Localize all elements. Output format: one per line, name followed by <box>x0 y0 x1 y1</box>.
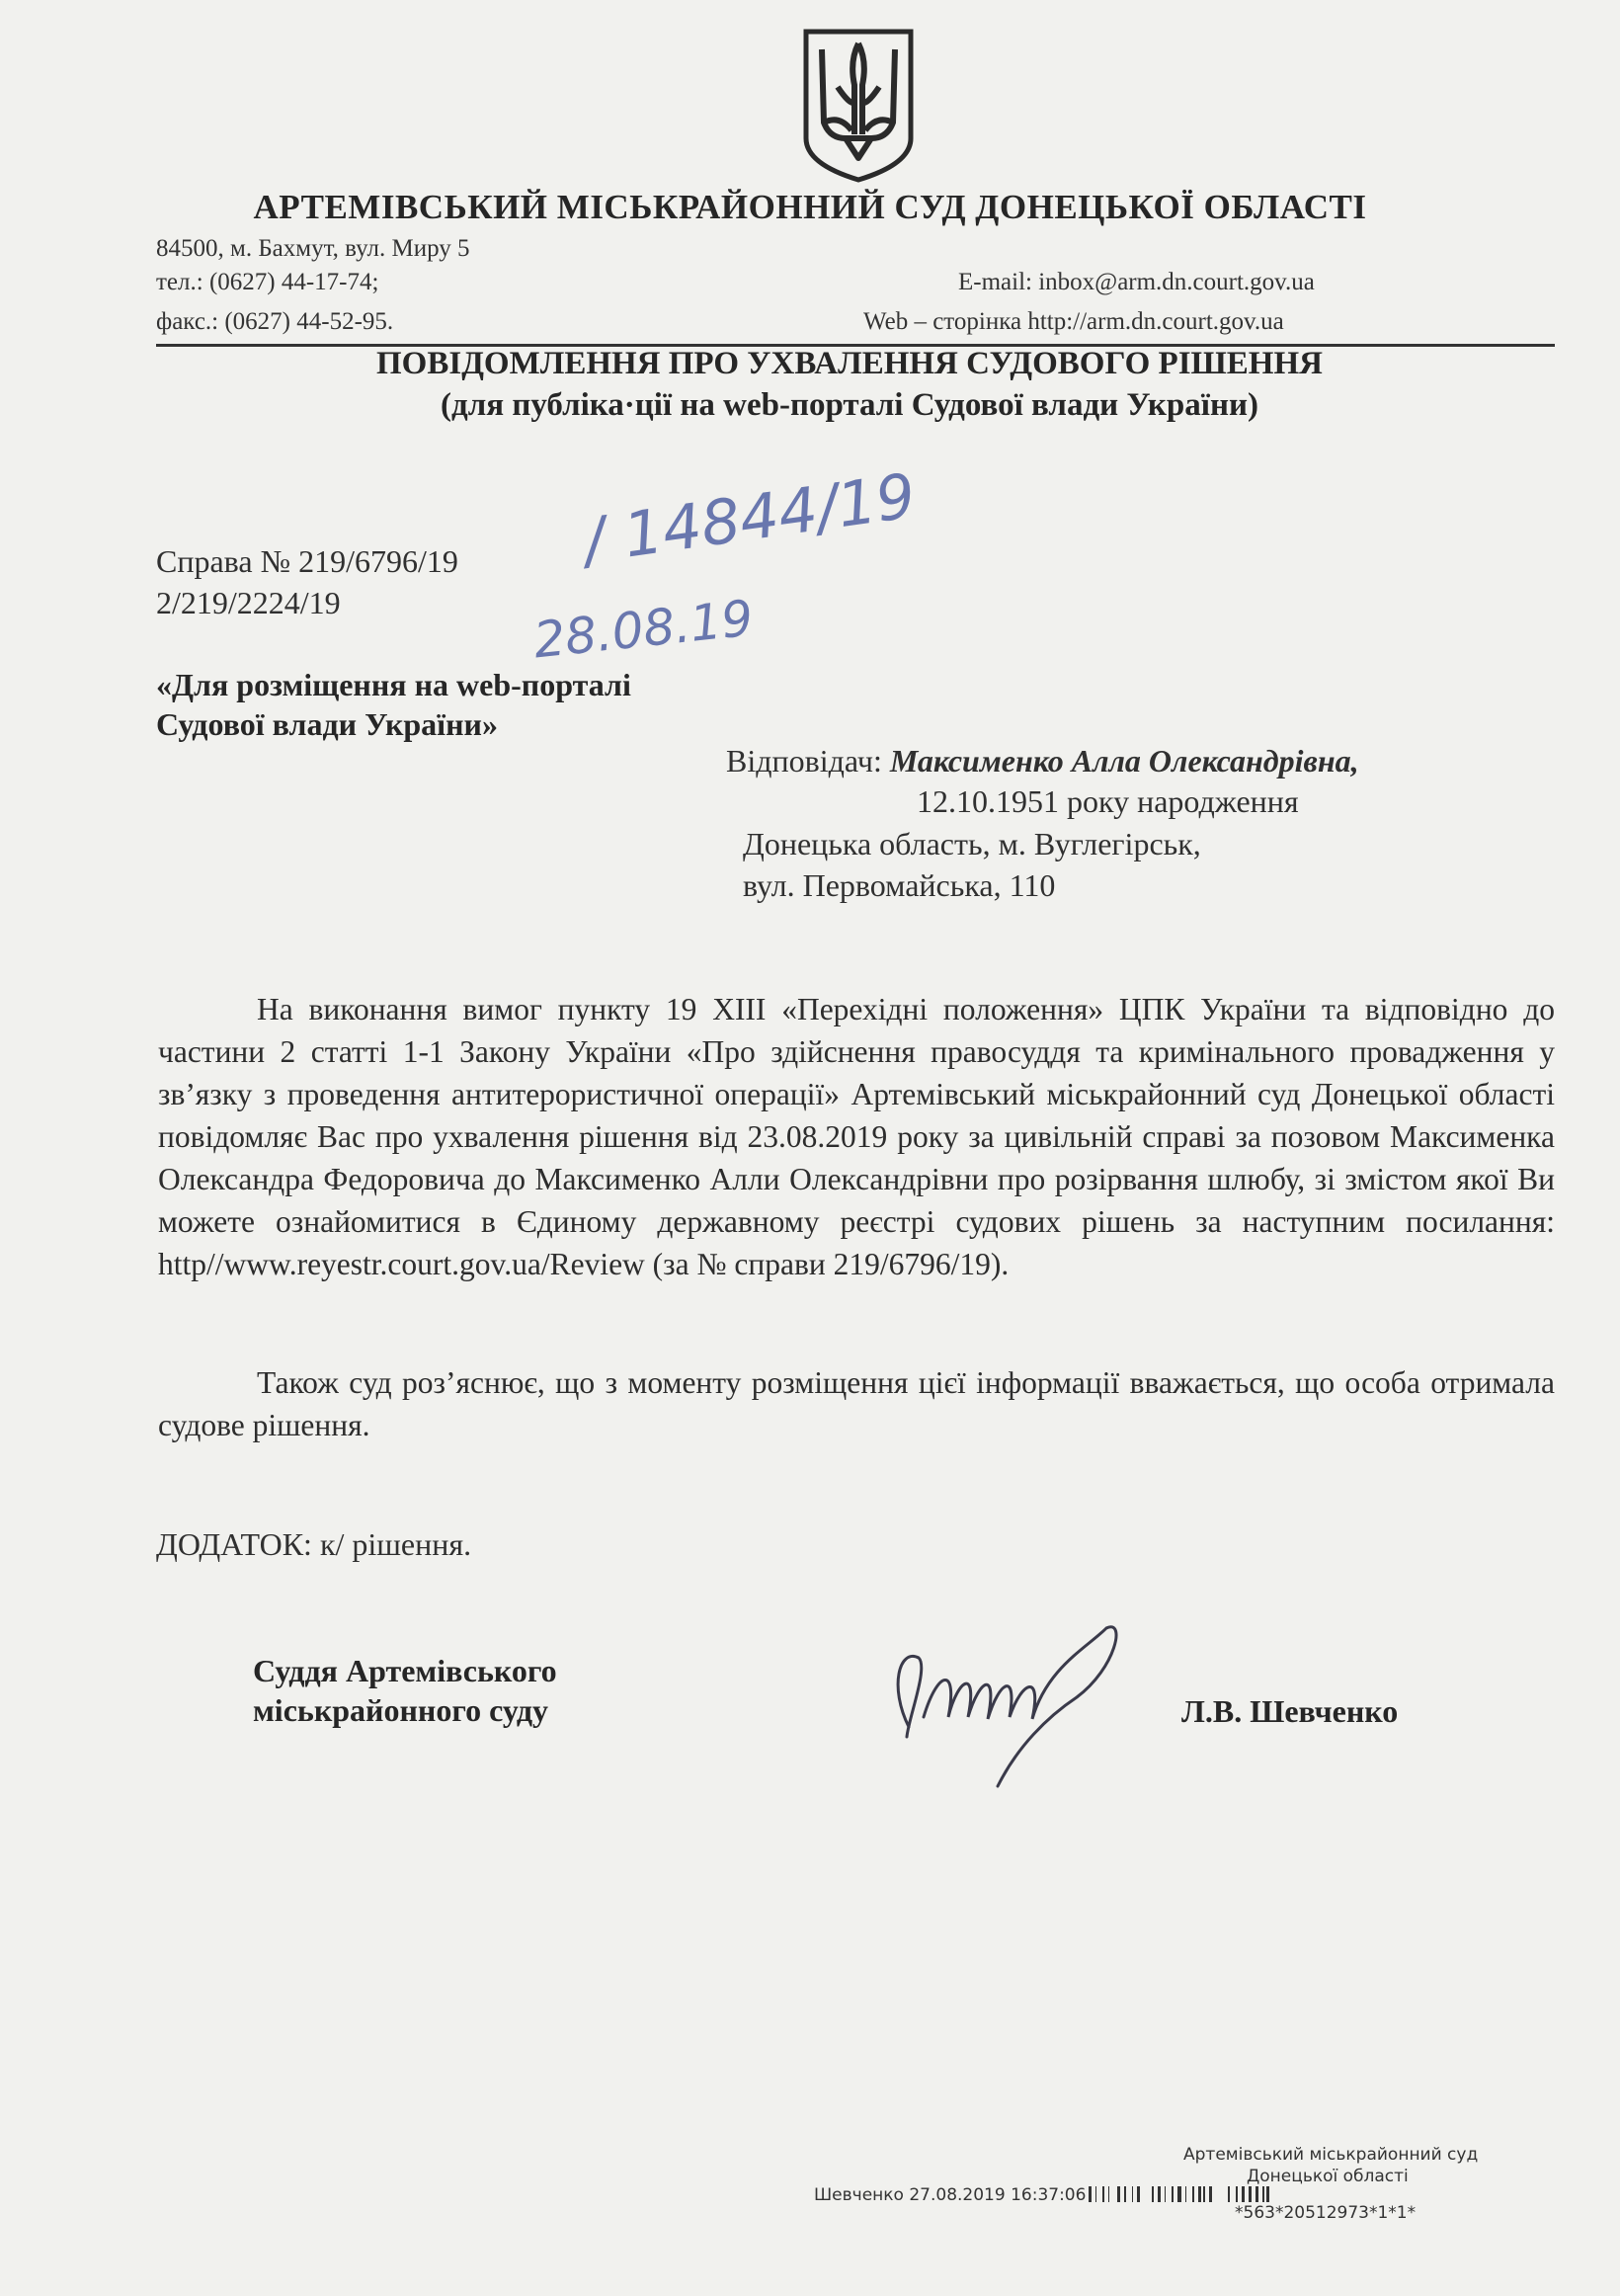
barcode-bar <box>1212 2186 1228 2202</box>
notice-subtitle: (для публіка·ції на web-порталі Судової влади України) <box>441 387 1258 423</box>
judge-name: Л.В. Шевченко <box>1181 1693 1399 1729</box>
defendant-name: Максименко Алла Олександрівна, <box>889 743 1359 779</box>
coat-of-arms-emblem <box>800 28 917 184</box>
stamp-registration: Шевченко 27.08.2019 16:37:06 <box>814 2185 1087 2205</box>
stamp-court-line2: Донецької області <box>1247 2167 1409 2186</box>
defendant-label: Відповідач: <box>726 743 890 779</box>
defendant-birth: 12.10.1951 року народження <box>917 783 1299 819</box>
court-email: E-mail: inbox@arm.dn.court.gov.ua <box>958 269 1315 295</box>
attachment-note: ДОДАТОК: к/ рішення. <box>156 1526 472 1562</box>
defendant-address-street: вул. Первомайська, 110 <box>743 867 1056 903</box>
proceeding-number: 2/219/2224/19 <box>156 585 341 620</box>
defendant-line <box>726 743 1359 779</box>
body-paragraph-2 <box>158 1361 1555 1446</box>
barcode <box>1089 2186 1563 2204</box>
barcode-bar <box>1109 2186 1117 2202</box>
court-phone: тел.: (0627) 44-17-74; <box>156 269 379 295</box>
stamp-code: *563*20512973*1*1* <box>1235 2203 1417 2223</box>
placement-note-line2: Судової влади України» <box>156 706 498 742</box>
case-number: Справа № 219/6796/19 <box>156 543 458 579</box>
handwritten-signature <box>850 1608 1166 1806</box>
judge-position-line1: Суддя Артемівського <box>253 1653 557 1688</box>
body-paragraph-1-text: На виконання вимог пункту 19 ХІІІ «Перехідні положення» ЦПК України та відповідно до частини 2 статті 1-1 Закону України «Про здійснення правосуддя та кримінального провадження у зв’язку з проведення антитерористичної операції» Артемівський міськрайонний суд Донецької області повідомляє Вас про ухвалення рішення від 23.08.2019 року за цивільній справі за позовом Максименка Олександра Федоровича до Максименко Алли Олександрівни про розірвання шлюбу, зі змістом якої Ви можете ознайомитися в Єдиному державному реєстрі судових рішень за наступним посилання: http//www.reyestr.court.gov.ua/Review (за № справи 219/6796/19). <box>158 992 1555 1281</box>
court-name: АРТЕМІВСЬКИЙ МІСЬКРАЙОННИЙ СУД ДОНЕЦЬКОЇ ОБЛАСТІ <box>253 188 1367 226</box>
placement-note-line1: «Для розміщення на web-порталі <box>156 667 631 702</box>
court-fax: факс.: (0627) 44-52-95. <box>156 308 394 335</box>
notice-title: ПОВІДОМЛЕННЯ ПРО УХВАЛЕННЯ СУДОВОГО РІШЕННЯ <box>376 346 1323 381</box>
barcode-bar <box>1140 2186 1152 2202</box>
barcode-bar <box>1266 2186 1269 2202</box>
judge-position-line2: міськрайонного суду <box>253 1692 549 1728</box>
handwritten-registration-number: / 14844/19 <box>579 458 921 578</box>
court-website: Web – сторінка http://arm.dn.court.gov.ua <box>863 308 1284 335</box>
handwritten-date: 28.08.19 <box>530 589 757 670</box>
defendant-address-city: Донецька область, м. Вуглегірськ, <box>743 826 1201 861</box>
court-address: 84500, м. Бахмут, вул. Миру 5 <box>156 235 470 262</box>
body-paragraph-1 <box>158 988 1555 1285</box>
stamp-court-line1: Артемівський міськрайонний суд <box>1183 2145 1479 2165</box>
body-paragraph-2-text: Також суд роз’яснює, що з моменту розміщення цієї інформації вважається, що особа отримала судове рішення. <box>158 1365 1555 1442</box>
